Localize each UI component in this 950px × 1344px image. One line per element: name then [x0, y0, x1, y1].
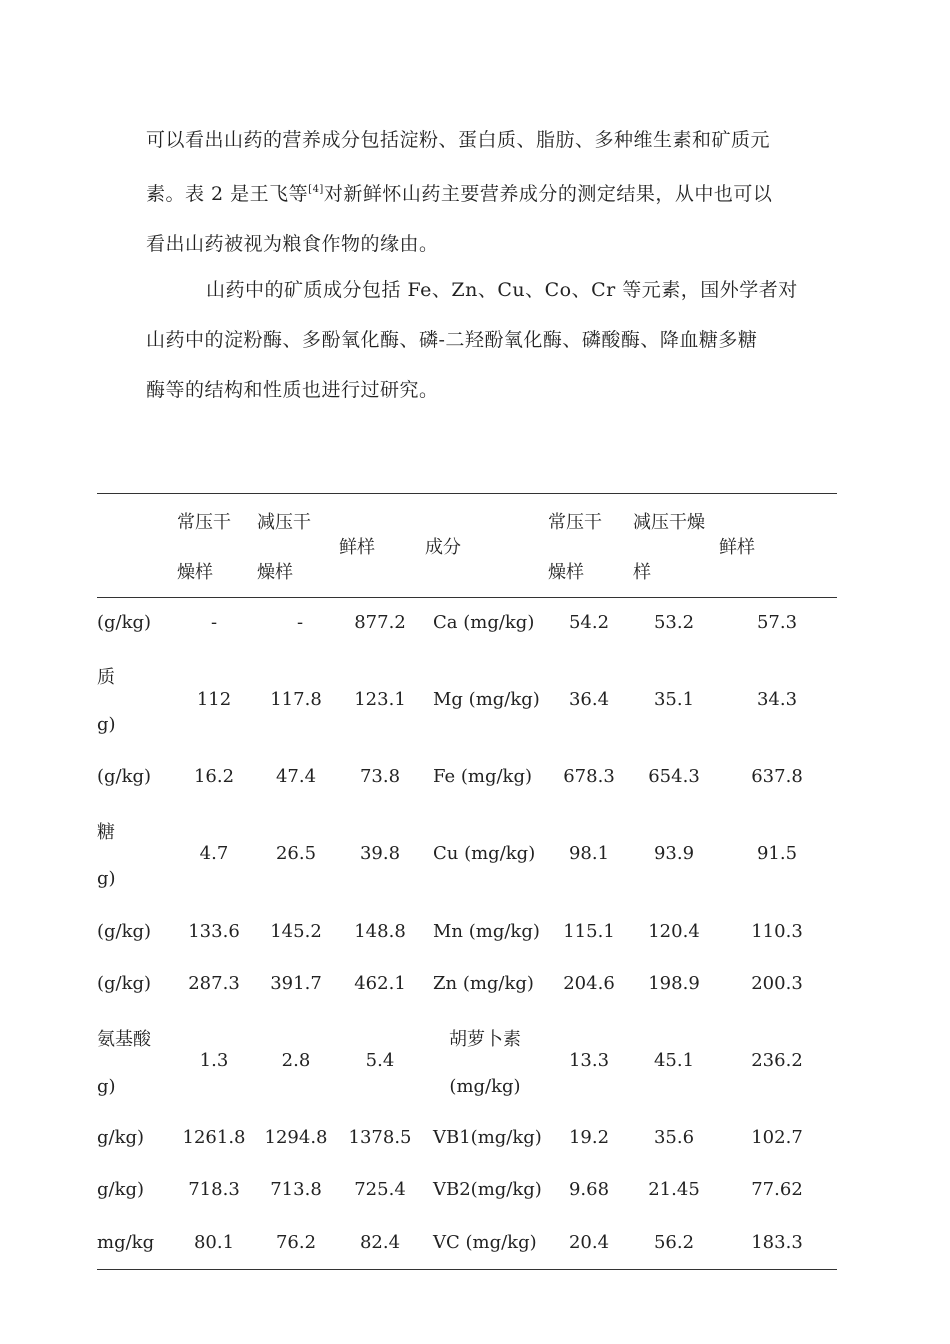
component-label: Mg (mg/kg)	[433, 689, 540, 710]
value-cell: 36.4	[568, 689, 610, 710]
component-label: Cu (mg/kg)	[433, 843, 536, 864]
paragraph-1-line-2b: 对新鲜怀山药主要营养成分的测定结果，从中也可以	[323, 183, 773, 205]
component-label: Fe (mg/kg)	[433, 766, 533, 787]
header-col2-line2: 燥样	[257, 562, 293, 583]
paragraph-1-line-3: 看出山药被视为粮食作物的缘由。	[146, 233, 439, 255]
row-label: (g/kg)	[97, 612, 152, 633]
value-cell: 2.8	[281, 1050, 311, 1071]
value-cell: 117.8	[270, 689, 322, 710]
value-cell: -	[296, 612, 304, 633]
paragraph-1-line-2a: 素。表 2 是王飞等	[146, 183, 309, 205]
header-col4: 成分	[425, 537, 461, 558]
paragraph-1-line-2	[146, 165, 816, 219]
value-cell: 391.7	[270, 973, 322, 994]
row-label: (g/kg)	[97, 973, 152, 994]
value-cell: 204.6	[563, 973, 615, 994]
component-label: Ca (mg/kg)	[433, 612, 535, 633]
value-cell: 718.3	[188, 1179, 240, 1200]
value-cell: 54.2	[568, 612, 610, 633]
component-label: VC (mg/kg)	[433, 1232, 537, 1253]
row-label-line2: g)	[97, 868, 116, 889]
value-cell: 1378.5	[348, 1127, 412, 1148]
value-cell: 1.3	[199, 1050, 229, 1071]
value-cell: 877.2	[354, 612, 406, 633]
value-cell: 148.8	[354, 921, 406, 942]
row-label: (g/kg)	[97, 766, 152, 787]
header-col7: 鲜样	[719, 537, 755, 558]
value-cell: 198.9	[648, 973, 700, 994]
header-col6-line1: 减压干燥	[633, 512, 705, 533]
value-cell: 9.68	[568, 1179, 610, 1200]
component-label: VB2(mg/kg)	[433, 1179, 542, 1200]
value-cell: 21.45	[648, 1179, 700, 1200]
row-label: mg/kg	[97, 1232, 155, 1253]
value-cell: 112	[196, 689, 232, 710]
value-cell: 45.1	[653, 1050, 695, 1071]
component-label: Zn (mg/kg)	[433, 973, 534, 994]
header-col3: 鲜样	[339, 537, 375, 558]
header-col5-line2: 燥样	[548, 562, 584, 583]
value-cell: 19.2	[568, 1127, 610, 1148]
component-label: VB1(mg/kg)	[433, 1127, 542, 1148]
value-cell: 133.6	[188, 921, 240, 942]
value-cell: 73.8	[359, 766, 401, 787]
value-cell: 35.1	[653, 689, 695, 710]
value-cell: 183.3	[751, 1232, 803, 1253]
header-col5-line1: 常压干	[548, 512, 602, 533]
value-cell: 20.4	[568, 1232, 610, 1253]
value-cell: 123.1	[354, 689, 406, 710]
value-cell: 462.1	[354, 973, 406, 994]
value-cell: 678.3	[563, 766, 615, 787]
value-cell: -	[210, 612, 218, 633]
table-header-rule	[97, 597, 837, 598]
value-cell: 93.9	[653, 843, 695, 864]
paragraph-2	[146, 265, 816, 415]
component-label: Mn (mg/kg)	[433, 921, 540, 942]
value-cell: 236.2	[751, 1050, 803, 1071]
header-col1-line1: 常压干	[177, 512, 231, 533]
value-cell: 82.4	[359, 1232, 401, 1253]
value-cell: 120.4	[648, 921, 700, 942]
value-cell: 1294.8	[264, 1127, 328, 1148]
paragraph-2-line-3: 酶等的结构和性质也进行过研究。	[146, 379, 439, 401]
value-cell: 287.3	[188, 973, 240, 994]
value-cell: 5.4	[365, 1050, 395, 1071]
value-cell: 53.2	[653, 612, 695, 633]
row-label-line1: 氨基酸	[97, 1029, 151, 1050]
table-bottom-rule	[97, 1269, 837, 1270]
value-cell: 34.3	[756, 689, 798, 710]
value-cell: 35.6	[653, 1127, 695, 1148]
header-col2-line1: 减压干	[257, 512, 311, 533]
row-label-line2: g)	[97, 714, 116, 735]
value-cell: 77.62	[751, 1179, 803, 1200]
value-cell: 56.2	[653, 1232, 695, 1253]
table-top-rule	[97, 493, 837, 494]
value-cell: 80.1	[193, 1232, 235, 1253]
header-col6-line2: 样	[633, 562, 651, 583]
value-cell: 16.2	[193, 766, 235, 787]
value-cell: 57.3	[756, 612, 798, 633]
row-label-line2: g)	[97, 1076, 116, 1097]
value-cell: 654.3	[648, 766, 700, 787]
value-cell: 200.3	[751, 973, 803, 994]
value-cell: 26.5	[275, 843, 317, 864]
citation-4: [4]	[308, 184, 324, 195]
value-cell: 115.1	[563, 921, 615, 942]
value-cell: 13.3	[568, 1050, 610, 1071]
value-cell: 47.4	[275, 766, 317, 787]
value-cell: 39.8	[359, 843, 401, 864]
row-label-line1: 糖	[97, 822, 115, 843]
row-label: (g/kg)	[97, 921, 152, 942]
value-cell: 1261.8	[182, 1127, 246, 1148]
value-cell: 76.2	[275, 1232, 317, 1253]
paragraph-1-line-1: 可以看出山药的营养成分包括淀粉、蛋白质、脂肪、多种维生素和矿质元	[146, 129, 771, 151]
paragraph-2-line-1: 山药中的矿质成分包括 Fe、Zn、Cu、Co、Cr 等元素，国外学者对	[206, 279, 798, 301]
value-cell: 4.7	[199, 843, 229, 864]
value-cell: 110.3	[751, 921, 803, 942]
header-col1-line2: 燥样	[177, 562, 213, 583]
value-cell: 102.7	[751, 1127, 803, 1148]
value-cell: 98.1	[568, 843, 610, 864]
value-cell: 725.4	[354, 1179, 406, 1200]
row-label: g/kg)	[97, 1127, 145, 1148]
value-cell: 145.2	[270, 921, 322, 942]
component-label-line1: 胡萝卜素	[449, 1029, 521, 1050]
value-cell: 637.8	[751, 766, 803, 787]
paragraph-1	[146, 115, 816, 269]
paragraph-2-line-2: 山药中的淀粉酶、多酚氧化酶、磷-二羟酚氧化酶、磷酸酶、降血糖多糖	[146, 329, 758, 351]
row-label-line1: 质	[97, 667, 115, 688]
value-cell: 91.5	[756, 843, 798, 864]
row-label: g/kg)	[97, 1179, 145, 1200]
component-label-line2: (mg/kg)	[449, 1076, 521, 1097]
value-cell: 713.8	[270, 1179, 322, 1200]
